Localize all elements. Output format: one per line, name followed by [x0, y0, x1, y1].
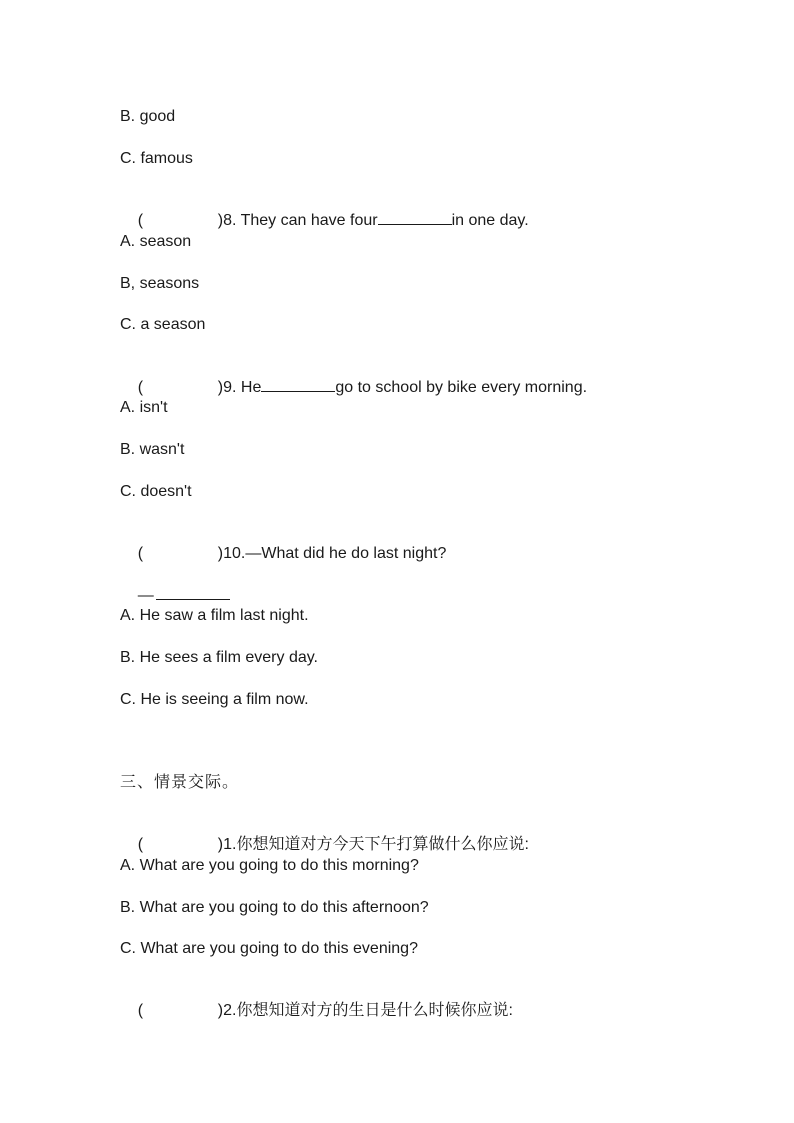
q9-option-c: C. doesn't: [120, 483, 192, 500]
q10-answer-dash: —: [137, 587, 154, 604]
q9-option-b: B. wasn't: [120, 441, 185, 458]
s3-q1-answer-paren[interactable]: (: [137, 836, 144, 853]
q9-stem-before: )9. He: [217, 379, 262, 396]
q10-stem-text: )10.—What did he do last night?: [217, 545, 447, 562]
s3-q1-option-b: B. What are you going to do this afternoon?: [120, 899, 429, 916]
q8-option-b: B, seasons: [120, 275, 200, 292]
s3-q1-option-a: A. What are you going to do this morning?: [120, 857, 419, 874]
section-3-title: 三、情景交际。: [120, 774, 240, 791]
q7-option-b: B. good: [120, 108, 176, 125]
q8-blank: [378, 210, 452, 225]
q9-answer-paren[interactable]: (: [137, 379, 144, 396]
q9-blank: [261, 377, 335, 392]
q9-option-a: A. isn't: [120, 399, 168, 416]
s3-q2-stem: [120, 981, 513, 1041]
q7-option-c: C. famous: [120, 150, 193, 167]
q8-stem-after: in one day.: [451, 212, 529, 229]
q10-answer-paren[interactable]: (: [137, 545, 144, 562]
q8-option-a: A. season: [120, 233, 192, 250]
q8-stem-before: )8. They can have four: [217, 212, 378, 229]
q9-stem: [120, 357, 587, 418]
q10-option-c: C. He is seeing a film now.: [120, 691, 309, 708]
s3-q2-answer-paren[interactable]: (: [137, 1002, 144, 1019]
s3-q2-stem-text: )2.你想知道对方的生日是什么时候你应说:: [217, 1002, 513, 1019]
q9-stem-after: go to school by bike every morning.: [335, 379, 588, 396]
q8-option-c: C. a season: [120, 316, 206, 333]
q8-answer-paren[interactable]: (: [137, 212, 144, 229]
s3-q1-option-c: C. What are you going to do this evening?: [120, 940, 418, 957]
q10-answer-blank: [156, 585, 230, 600]
q10-option-a: A. He saw a film last night.: [120, 607, 309, 624]
q10-option-b: B. He sees a film every day.: [120, 649, 318, 666]
s3-q1-stem-text: )1.你想知道对方今天下午打算做什么你应说:: [217, 836, 529, 853]
